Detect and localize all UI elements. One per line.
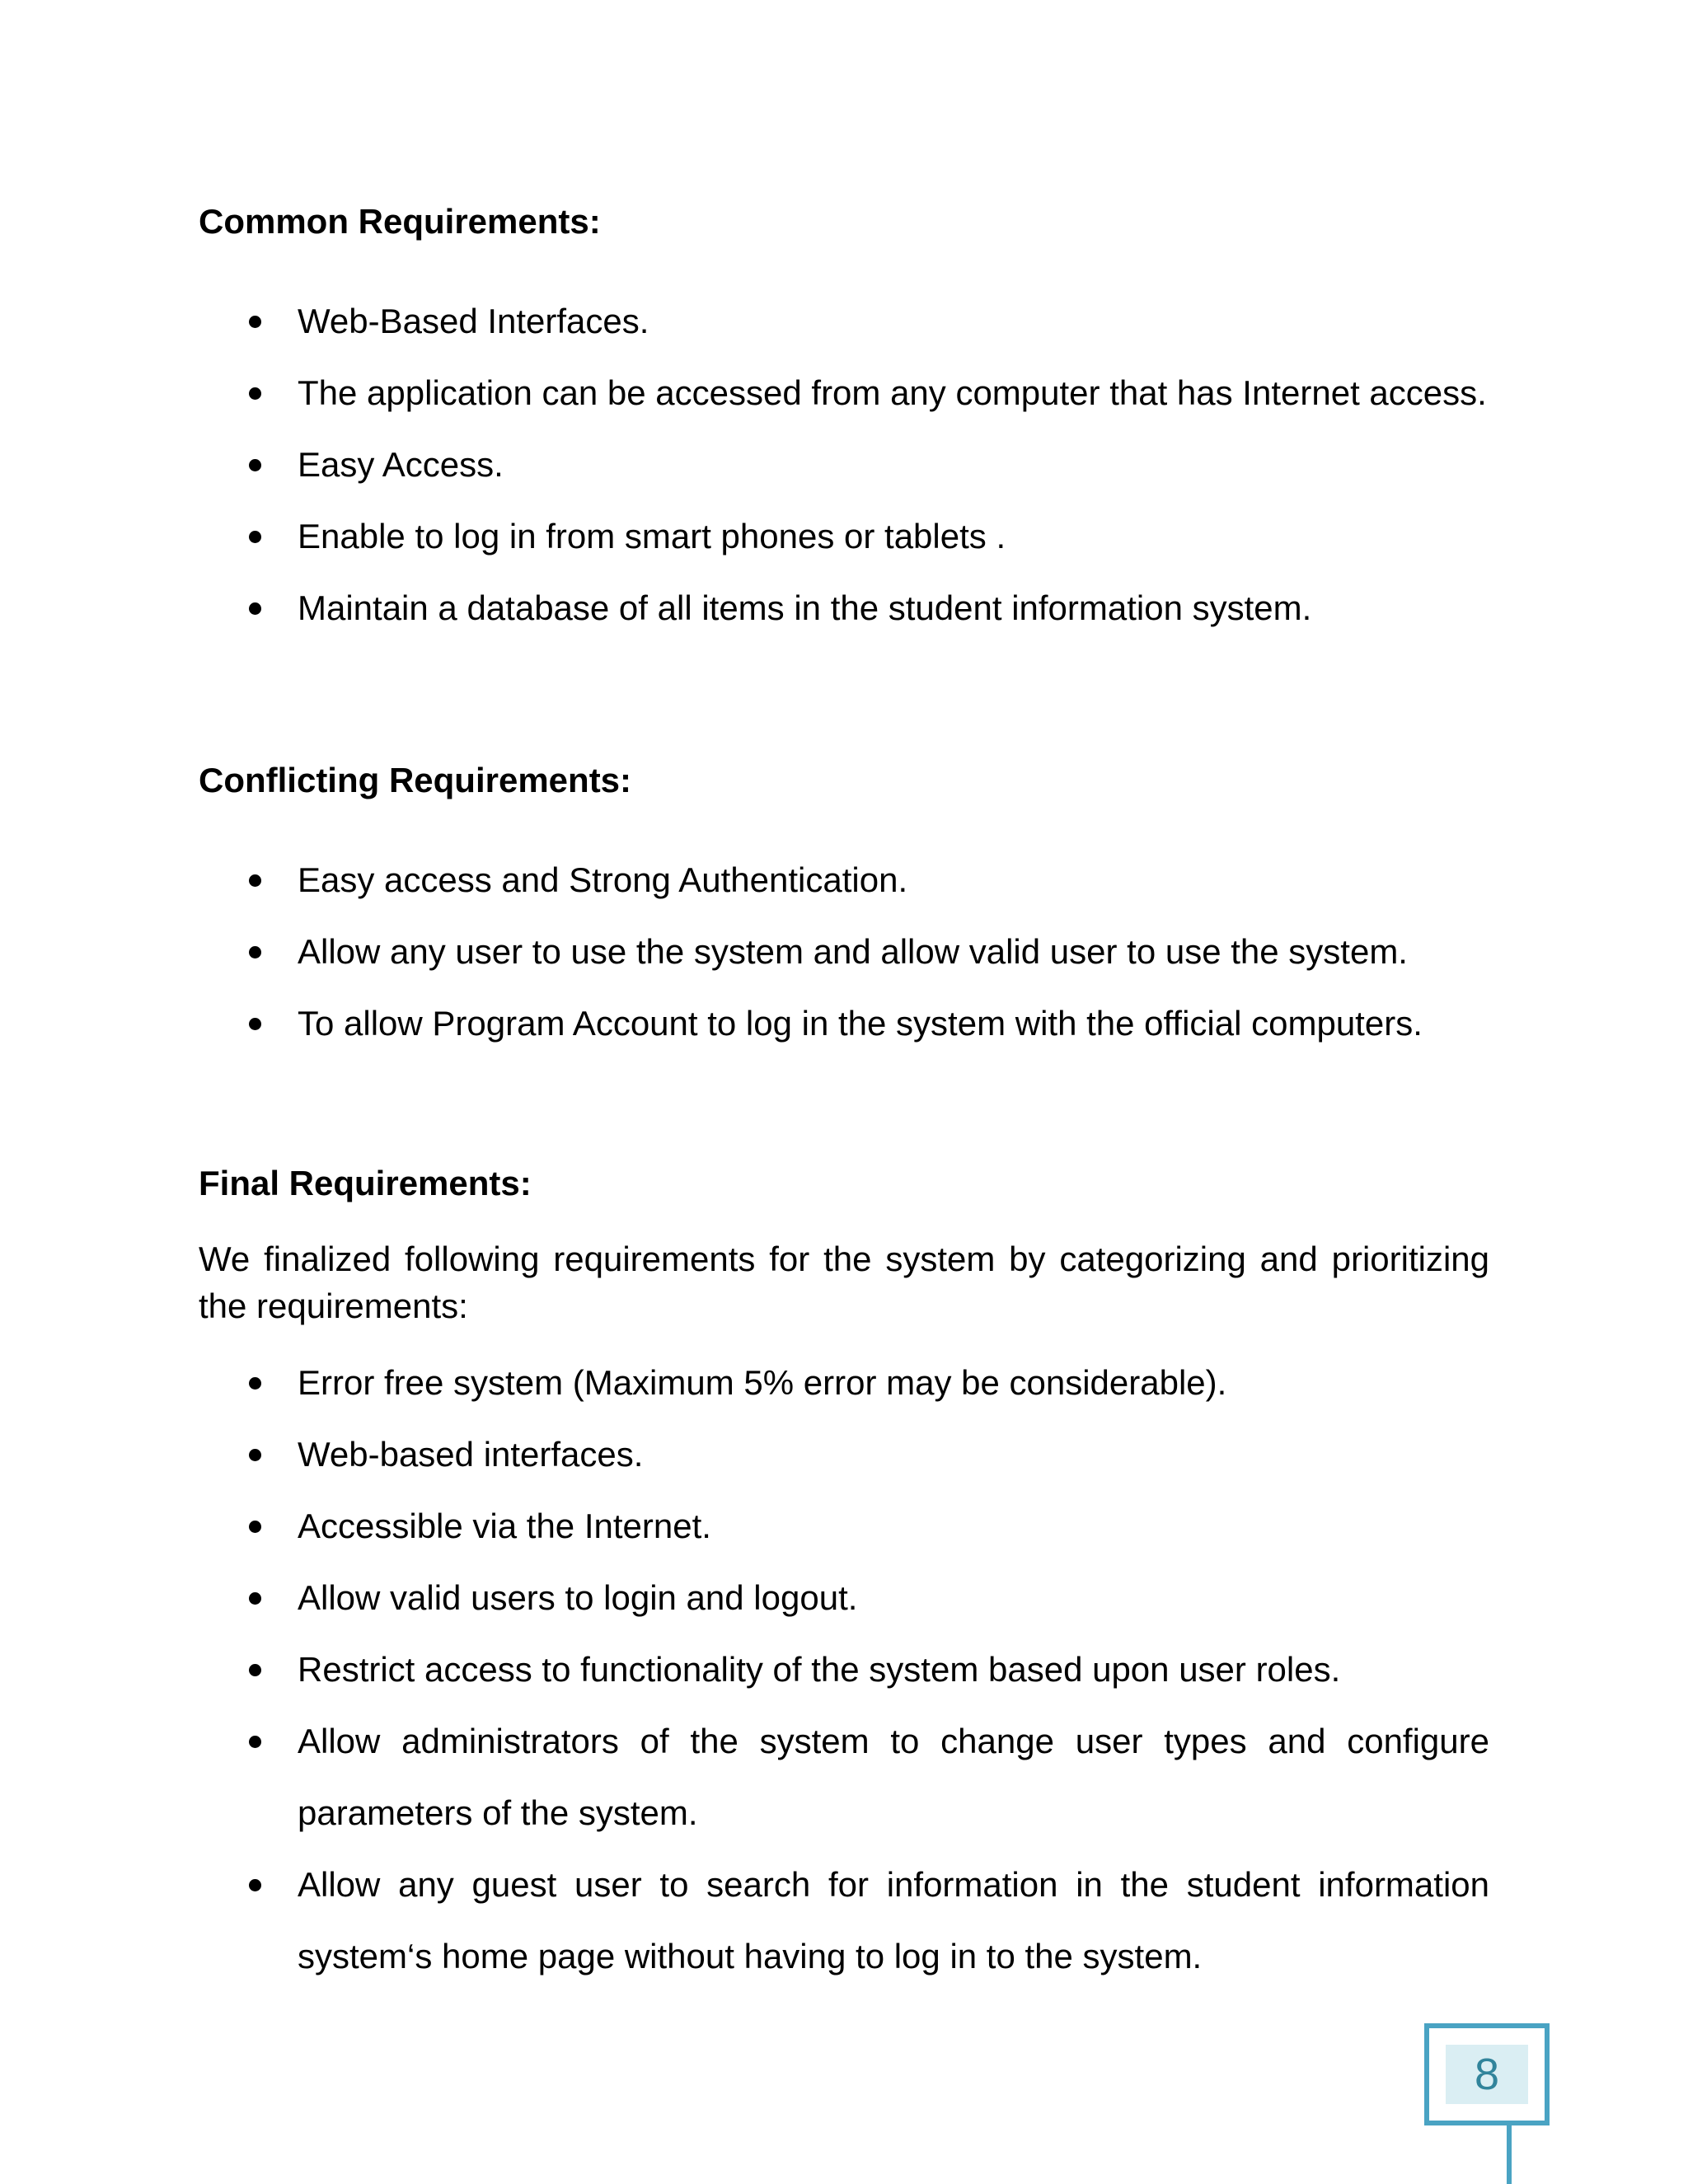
list-item: Allow any guest user to search for information in the student information system‘s home page without having to log in to the system. bbox=[199, 1849, 1489, 1992]
list-item: Accessible via the Internet. bbox=[199, 1490, 1489, 1562]
list-item: Allow valid users to login and logout. bbox=[199, 1562, 1489, 1633]
conflicting-requirements-heading: Conflicting Requirements: bbox=[199, 761, 632, 799]
final-requirements-intro: We finalized following requirements for the system by categorizing and prioritizing the requirements: bbox=[199, 1240, 1489, 1325]
common-requirements-list bbox=[199, 285, 1489, 644]
list-item: Allow any user to use the system and allow valid user to use the system. bbox=[199, 916, 1489, 987]
final-requirements-heading: Final Requirements: bbox=[199, 1164, 532, 1202]
list-item: Enable to log in from smart phones or tablets . bbox=[199, 500, 1489, 572]
list-item: Web-Based Interfaces. bbox=[199, 285, 1489, 357]
list-item: Allow administrators of the system to change user types and configure parameters of the system. bbox=[199, 1705, 1489, 1849]
list-item: The application can be accessed from any computer that has Internet access. bbox=[199, 357, 1489, 429]
list-item: Easy access and Strong Authentication. bbox=[199, 844, 1489, 916]
list-item: Web-based interfaces. bbox=[199, 1418, 1489, 1490]
final-requirements-list bbox=[199, 1347, 1489, 1992]
list-item: To allow Program Account to log in the system with the official computers. bbox=[199, 987, 1489, 1059]
conflicting-requirements-list bbox=[199, 844, 1489, 1059]
list-item: Error free system (Maximum 5% error may be considerable). bbox=[199, 1347, 1489, 1418]
list-item: Easy Access. bbox=[199, 429, 1489, 500]
common-requirements-heading: Common Requirements: bbox=[199, 202, 601, 241]
list-item: Maintain a database of all items in the student information system. bbox=[199, 572, 1489, 644]
page-number-stem bbox=[1507, 2121, 1512, 2184]
page-number-box bbox=[1424, 2023, 1550, 2125]
page-number: 8 bbox=[1446, 2045, 1528, 2104]
list-item: Restrict access to functionality of the system based upon user roles. bbox=[199, 1633, 1489, 1705]
